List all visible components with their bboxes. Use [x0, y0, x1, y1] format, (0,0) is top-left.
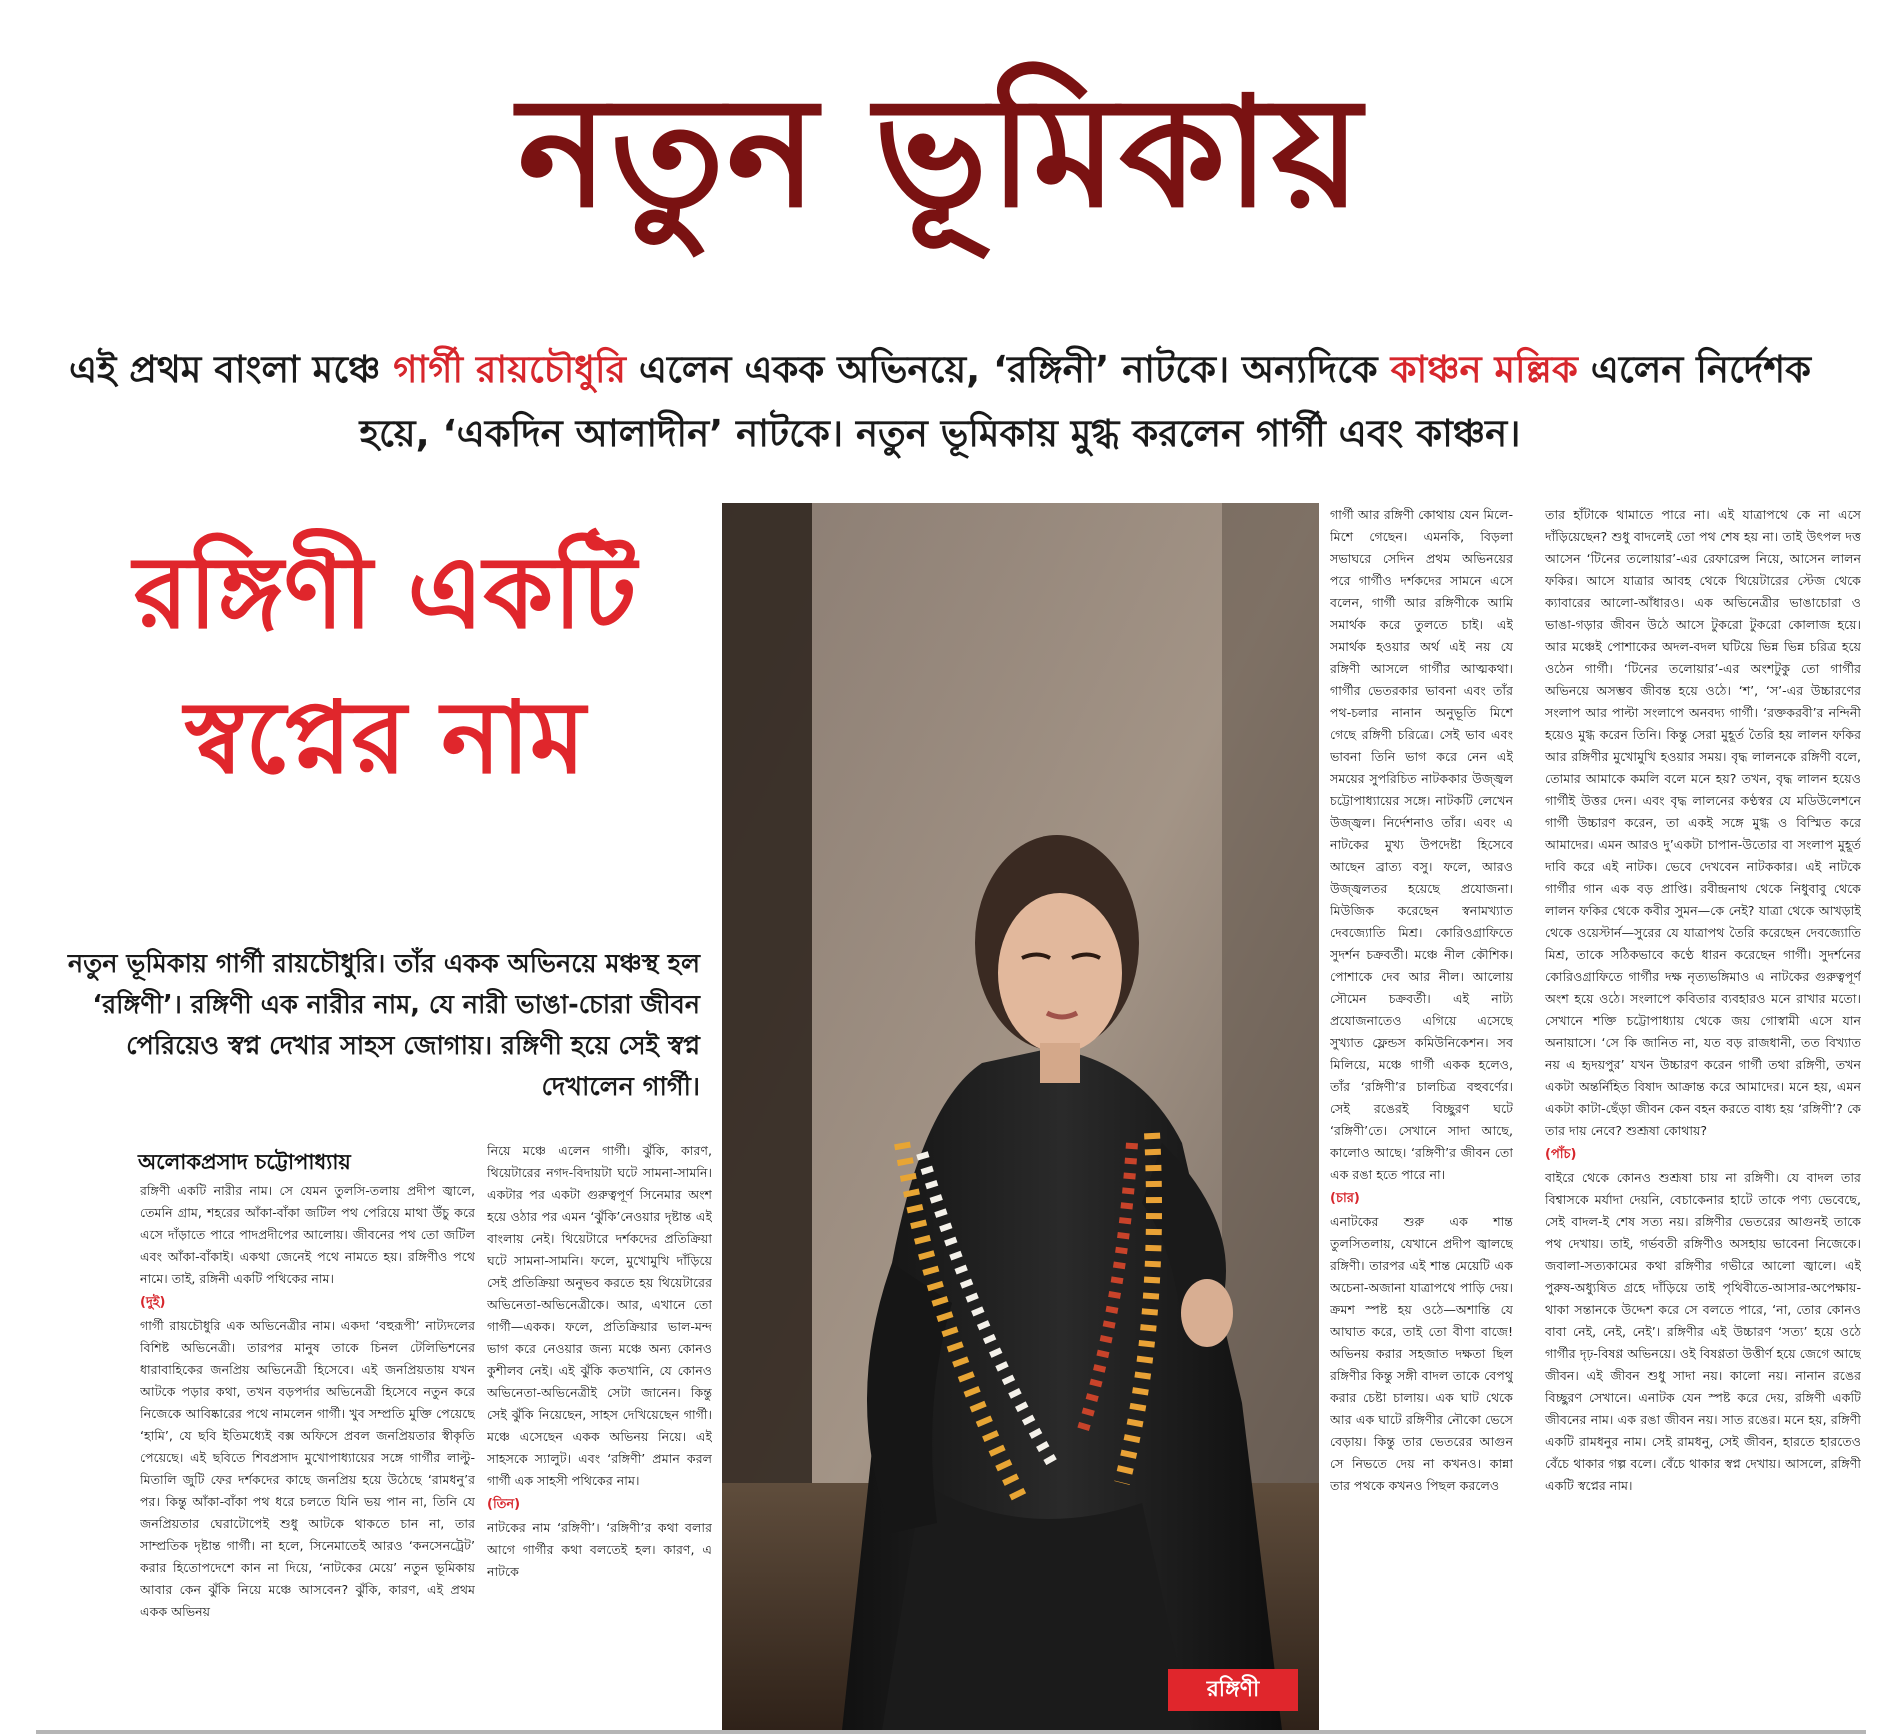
section-number: (দুই) — [140, 1295, 166, 1310]
section-number: (তিন) — [487, 1497, 521, 1512]
intro-blurb — [40, 338, 1840, 466]
article-column-3 — [1330, 504, 1513, 1720]
actress-photo-illustration — [722, 503, 1319, 1730]
article-paragraph: তার হাঁটাকে থামাতে পারে না। এই যাত্রাপথে কে না এসে দাঁড়িয়েছেন? শুধু বাদলেই তো পথ শেষ হয় না। তাই উৎপল দত্ত আসেন ‘টিনের তলোয়ার’-এর রেফারেন্স নিয়ে, আসেন লালন ফকির। আসে যাত্রার আবহ থেকে থিয়েটারের স্টেজ থেকে ক্যাবারের আলো-আঁধারও। এক অভিনেত্রীর ভাঙাচোরা ও ভাঙা-গড়ার জীবন উঠে আসে টুকরো টুকরো কোলাজ হয়ে। আর মঞ্চেই পোশাকের অদল-বদল ঘটিয়ে ভিন্ন ভিন্ন চরিত্র হয়ে ওঠেন গার্গী। ‘টিনের তলোয়ার’-এর অংশটুকু তো গার্গীর অভিনয়ে অসম্ভব জীবন্ত হয়ে ওঠে। ‘শ’, ‘স’-এর উচ্চারণের সংলাপ আর পাল্টা সংলাপে অনবদ্য গার্গী। ‘রক্তকরবী’র নন্দিনী হয়েও মুগ্ধ করেন তিনি। কিন্তু সেরা মুহূর্ত তৈরি হয় লালন ফকির আর রঙ্গিণীর মুখোমুখি হওয়ার সময়। বৃদ্ধ লালনকে রঙ্গিণী বলে, তোমার আমাকে কমলি বলে মনে হয়? তখন, বৃদ্ধ লালন হয়েও গার্গীই উত্তর দেন। এবং বৃদ্ধ লালনের কণ্ঠস্বর যে মডিউলেশনে গার্গী উচ্চারণ করেন, তা একই সঙ্গে মুগ্ধ ও বিস্মিত করে আমাদের। এমন আরও দু’একটা চাপান-উতোর বা সংলাপ মুহূর্ত দাবি করে এই নাটক। ভেবে দেখবেন নাটককার। এই নাটকে গার্গীর গান এক বড় প্রাপ্তি। রবীন্দ্রনাথ থেকে নিধুবাবু থেকে লালন ফকির থেকে কবীর সুমন—কে নেই? যাত্রা থেকে আখড়াই থেকে ওয়েস্টার্ন—সুরের যে যাত্রাপথ তৈরি করেছেন দেবজ্যোতি মিশ্র, তাকে সঠিকভাবে কণ্ঠে ধারন করেছেন গার্গী। সুদর্শনের কোরিওগ্রাফিতে গার্গীর দক্ষ নৃত্যভঙ্গিমাও এ নাটকের গুরুত্বপূর্ণ অংশ হয়ে ওঠে। সংলাপে কবিতার ব্যবহারও মনে রাখার মতো। সেখানে শক্তি চট্টোপাধ্যায় থেকে জয় গোস্বামী এসে যান অনায়াসে। ‘সে কি জানিত না, যত বড় রাজধানী, তত বিখ্যাত নয় এ হৃদয়পুর’ যখন উচ্চারণ করেন গার্গী তথা রঙ্গিণী, তখন একটা অন্তর্নিহিত বিষাদ আক্রান্ত করে আমাদের। মনে হয়, এমন একটা কাটা-ছেঁড়া জীবন কেন বহন করতে বাধ্য হয় ‘রঙ্গিণী’? কে তার দায় নেবে? শুশ্রূষা কোথায়? — [1545, 507, 1861, 1138]
article-column-1 — [140, 1180, 475, 1720]
section-number: (চার) — [1330, 1191, 1360, 1206]
article-paragraph: নিয়ে মঞ্চে এলেন গার্গী। ঝুঁকি, কারণ, থিয়েটারের নগদ-বিদায়টা ঘটে সামনা-সামনি। একটার পর একটা গুরুত্বপূর্ণ সিনেমার অংশ হয়ে ওঠার পর এমন ‘ঝুঁকি’নেওয়ার দৃষ্টান্ত এই বাংলায় নেই। থিয়েটারে দর্শকদের প্রতিক্রিয়া ঘটে সামনা-সামনি। ফলে, মুখোমুখি দাঁড়িয়ে সেই প্রতিক্রিয়া অনুভব করতে হয় থিয়েটারের অভিনেতা-অভিনেত্রীকে। আর, এখানে তো গার্গী—একক। ফলে, প্রতিক্রিয়ার ভাল-মন্দ ভাগ করে নেওয়ার জন্য মঞ্চে অন্য কোনও কুশীলব নেই। এই ঝুঁকি কতখানি, যে কোনও অভিনেতা-অভিনেত্রীই সেটা জানেন। কিন্তু সেই ঝুঁকি নিয়েছেন, সাহস দেখিয়েছেন গার্গী। মঞ্চে এসেছেন একক অভিনয় নিয়ে। এই সাহসকে স্যালুট। এবং ‘রঙ্গিণী’ প্রমান করল গার্গী এক সাহসী পথিকের নাম। — [487, 1143, 712, 1488]
intro-text-3: এলেন নির্দেশক হয়ে, ‘একদিন আলাদীন’ নাটকে। নতুন ভূমিকায় মুগ্ধ করলেন গার্গী এবং কাঞ্চন। — [359, 348, 1812, 455]
article-paragraph: নাটকের নাম ‘রঙ্গিণী’। ‘রঙ্গিণী’র কথা বলার আগে গার্গীর কথা বলতেই হল। কারণ, এ নাটকে — [487, 1520, 712, 1579]
intro-name-gargi: গার্গী রায়চৌধুরি — [393, 348, 626, 391]
article-paragraph: এনাটকের শুরু এক শান্ত তুলসিতলায়, যেখানে প্রদীপ জ্বালছে রঙ্গিণী। তারপর এই শান্ত মেয়েটি এক অচেনা-অজানা যাত্রাপথে পাড়ি দেয়। ক্রমশ স্পষ্ট হয় ওঠে—অশান্তি যে আঘাত করে, তাই তো বীণা বাজে! অভিনয় করার সহজাত দক্ষতা ছিল রঙ্গিণীর কিন্তু সঙ্গী বাদল তাকে বেপথু করার চেষ্টা চালায়। এক ঘাট থেকে আর এক ঘাটে রঙ্গিণীর নৌকো ভেসে বেড়ায়। কিন্তু তার ভেতরের আগুন সে নিভতে দেয় না কখনও। কান্না তার পথকে কখনও পিছল করলেও — [1330, 1214, 1513, 1493]
intro-name-kanchan: কাঞ্চন মল্লিক — [1390, 348, 1578, 391]
article-paragraph: গার্গী আর রঙ্গিণী কোথায় যেন মিলে-মিশে গেছেন। এমনকি, বিড়লা সভাঘরে সেদিন প্রথম অভিনয়ের পরে গার্গীও দর্শকদের সামনে এসে বলেন, গার্গী আর রঙ্গিণীকে আমি সমার্থক করে তুলতে চাই। এই সমার্থক হওয়ার অর্থ এই নয় যে রঙ্গিণী আসলে গার্গীর আত্মকথা। গার্গীর ভেতরকার ভাবনা এবং তাঁর পথ-চলার নানান অনুভূতি মিশে গেছে রঙ্গিণী চরিত্রে। সেই ভাব এবং ভাবনা তিনি ভাগ করে নেন এই সময়ের সুপরিচিত নাটককার উজ্জ্বল চট্টোপাধ্যায়ের সঙ্গে। নাটকটি লেখেন উজ্জ্বল। নির্দেশনাও তাঁর। এবং এ নাটকের মুখ্য উপদেষ্টা হিসেবে আছেন ব্রাত্য বসু। ফলে, আরও উজ্জ্বলতর হয়েছে প্রযোজনা। মিউজিক করেছেন স্বনামখ্যাত দেবজ্যোতি মিশ্র। কোরিওগ্রাফিতে সুদর্শন চক্রবর্তী। মঞ্চে নীল কৌশিক। পোশাকে দেব আর নীল। আলোয় সৌমেন চক্রবর্তী। এই নাট্য প্রযোজনাতেও এগিয়ে এসেছে সুখ্যাত ফ্লেন্ডস কমিউনিকেশন। সব মিলিয়ে, মঞ্চে গার্গী একক হলেও, তাঁর ‘রঙ্গিণী’র চালচিত্র বহুবর্ণের। সেই রঙেরই বিচ্ছুরণ ঘটে ‘রঙ্গিণী’তে। সেখানে সাদা আছে, কালোও আছে। ‘রঙ্গিণী’র জীবন তো এক রঙা হতে পারে না। — [1330, 507, 1513, 1182]
article-paragraph: রঙ্গিণী একটি নারীর নাম। সে যেমন তুলসি-তলায় প্রদীপ জ্বালে, তেমনি গ্রাম, শহরের আঁকা-বাঁকা জটিল পথ পেরিয়ে মাথা উঁচু করে এসে দাঁড়াতে পারে পাদপ্রদীপের আলোয়। জীবনের পথ তো জটিল এবং আঁকা-বাঁকাই। একথা জেনেই পথে নামতে হয়। রঙ্গিণীও পথে নামে। তাই, রঙ্গিনী একটি পথিকের নাম। — [140, 1183, 475, 1286]
photo-caption: রঙ্গিণী — [1168, 1669, 1298, 1711]
article-column-4 — [1545, 504, 1861, 1720]
actress-photo — [722, 503, 1319, 1730]
standfirst: নতুন ভূমিকায় গার্গী রায়চৌধুরি। তাঁর একক অভিনয়ে মঞ্চস্থ হল ‘রঙ্গিণী’। রঙ্গিণী এক নারীর নাম, যে নারী ভাঙা-চোরা জীবন পেরিয়েও স্বপ্ন দেখার সাহস জোগায়। রঙ্গিণী হয়ে সেই স্বপ্ন দেখালেন গার্গী। — [67, 949, 700, 1102]
article-paragraph: গার্গী রায়চৌধুরি এক অভিনেত্রীর নাম। একদা ‘বহুরূপী’ নাট্যদলের বিশিষ্ট অভিনেত্রী। তারপর মানুষ তাকে চিনল টেলিভিশনের ধারাবাহিকের জনপ্রিয় অভিনেত্রী হিসেবে। এই জনপ্রিয়তায় যখন আটকে পড়ার কথা, তখন বড়পর্দার অভিনেত্রী হিসেবে নতুন করে নিজেকে আবিষ্কারের পথে নামলেন গার্গী। খুব সম্প্রতি মুক্তি পেয়েছে ‘হামি’, যে ছবি ইতিমধ্যেই বক্স অফিসে প্রবল জনপ্রিয়তার স্বীকৃতি পেয়েছে। এই ছবিতে শিবপ্রসাদ মুখোপাধ্যায়ের সঙ্গে গার্গীর লাল্টু-মিতালি জুটি ফের দর্শকদের কাছে জনপ্রিয় হয়ে উঠেছে ‘রামধনু’র পর। কিন্তু আঁকা-বাঁকা পথ ধরে চলতে যিনি ভয় পান না, তিনি যে জনপ্রিয়তার ঘেরাটোপেই শুধু আটকে থাকতে চান না, তার সাম্প্রতিক দৃষ্টান্ত গার্গী। না হলে, সিনেমাতেই আরও ‘কনসেনট্রেট’ করার হিতোপদেশে কান না দিয়ে, ‘নাটকের মেয়ে’ নতুন ভূমিকায় আবার কেন ঝুঁকি নিয়ে মঞ্চে আসবেন? ঝুঁকি, কারণ, এই প্রথম একক অভিনয় — [140, 1318, 475, 1619]
byline: অলোকপ্রসাদ চট্টোপাধ্যায় — [138, 1150, 351, 1174]
bottom-divider — [36, 1730, 1866, 1734]
section-number: (পাঁচ) — [1545, 1147, 1577, 1162]
intro-text-2: এলেন একক অভিনয়ে, ‘রঙ্গিনী’ নাটকে। অন্যদিকে — [625, 348, 1391, 391]
main-headline: নতুন ভূমিকায় — [517, 64, 1364, 241]
article-column-2 — [487, 1140, 712, 1720]
article-paragraph: বাইরে থেকে কোনও শুশ্রূষা চায় না রঙ্গিণী। যে বাদল তার বিশ্বাসকে মর্যাদা দেয়নি, বেচাকেনার হাটে তাকে পণ্য ভেবেছে, সেই বাদল-ই শেষ সত্য নয়। রঙ্গিণীর ভেতরের আগুনই তাকে পথ দেখায়। তাই, গর্ভবতী রঙ্গিণীও অসহায় ভাবেনা নিজেকে। জবালা-সত্যকামের কথা রঙ্গিণীর গভীরে আলো জ্বালে। এই পুরুষ-অধ্যুষিত গ্রহে দাঁড়িয়ে তাই পৃথিবীতে-আসার-অপেক্ষায়-থাকা সন্তানকে উদ্দেশ করে সে বলতে পারে, ‘না, তোর কোনও বাবা নেই, নেই, নেই’। রঙ্গিণীর এই উচ্চারণ ‘সত্য’ হয়ে ওঠে গার্গীর দৃঢ়-বিষণ্ণ অভিনয়ে। ওই বিষণ্ণতা উত্তীর্ণ হয়ে জেগে আছে জীবন। এই জীবন শুধু সাদা নয়। কালো নয়। নানান রঙের বিচ্ছুরণ সেখানে। এনাটক যেন স্পষ্ট করে দেয়, রঙ্গিণী একটি জীবনের নাম। এক রঙা জীবন নয়। সাত রঙের। মনে হয়, রঙ্গিণী একটি রামধনুর নাম। সেই রামধনু, সেই জীবন, হারতে হারতেও বেঁচে থাকার গল্প বলে। বেঁচে থাকার স্বপ্ন দেখায়। আসলে, রঙ্গিণী একটি স্বপ্নের নাম। — [1545, 1170, 1861, 1493]
sub-headline: রঙ্গিণী একটি স্বপ্নের নাম — [133, 534, 637, 796]
intro-text-1: এই প্রথম বাংলা মঞ্চে — [68, 348, 394, 391]
